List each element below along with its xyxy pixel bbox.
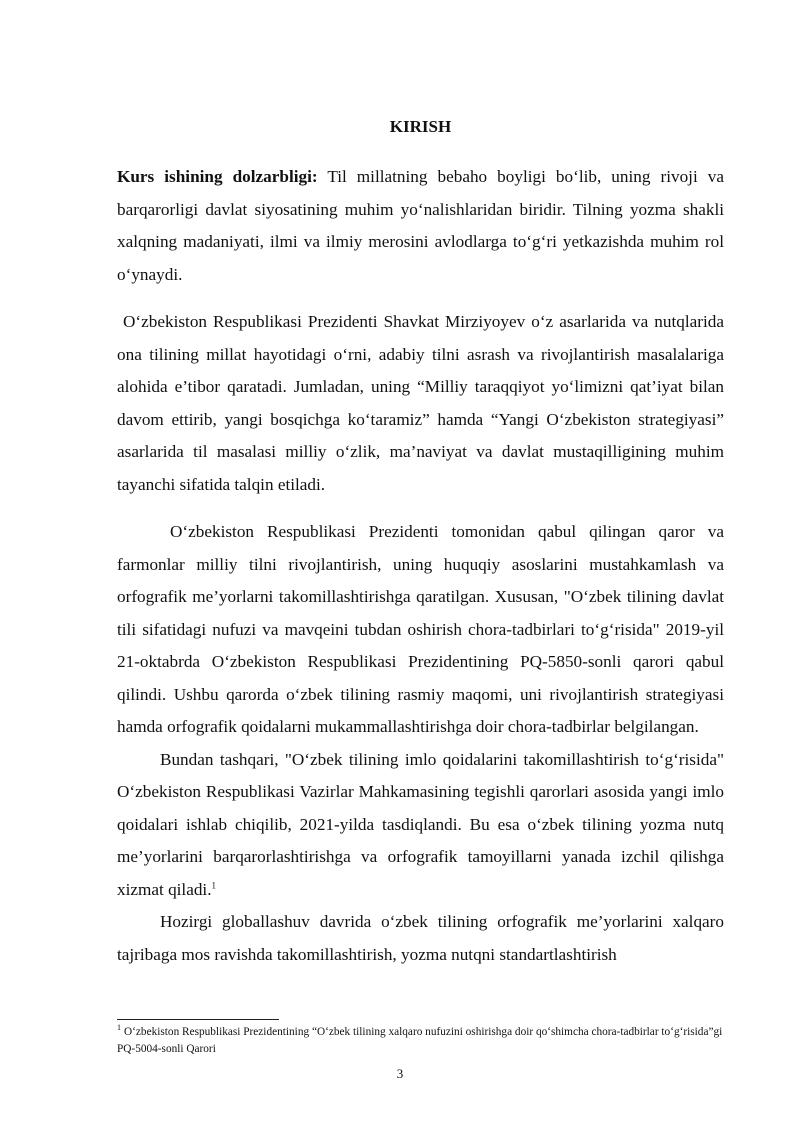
- paragraph-globalization: Hozirgi globallashuv davrida o‘zbek tilining orfografik me’yorlarini xalqaro tajribaga mos ravishda takomillashtirish, yozma nutqni standartlashtirish: [117, 912, 724, 964]
- paragraph-text: Til millatning bebaho boyligi bo‘lib, uning rivoji va barqarorligi davlat siyosatining muhim yo‘nalishlaridan biridir. Tilning yozma shakli xalqning madaniyati, ilmi va ilmiy merosini avlodlarga to‘g‘ri yetkazishda muhim rol o‘ynaydi.: [117, 167, 724, 284]
- footnote-text: O‘zbekiston Respublikasi Prezidentining “O‘zbek tilining xalqaro nufuzini oshirishga doir qo‘shimcha chora-tadbirlar to‘g‘risida”gi PQ-5004-sonli Qarori: [117, 1026, 723, 1055]
- footnote: [117, 1024, 724, 1058]
- paragraph-relevance: [117, 161, 724, 291]
- footnote-marker: 1: [117, 1023, 121, 1033]
- section-heading: KIRISH: [389, 117, 452, 136]
- page-number: 3: [396, 1066, 404, 1081]
- paragraph-president-works: O‘zbekiston Respublikasi Prezidenti Shavkat Mirziyoyev o‘z asarlarida va nutqlarida ona tilining millat hayotidagi o‘rni, adabiy tilni asrash va rivojlantirish masalalariga alohida e’tibor qaratadi. Jumladan, uning “Milliy taraqqiyot yo‘limizni qat’iyat bilan davom ettirib, yangi bosqichga ko‘taramiz” hamda “Yangi O‘zbekiston strategiyasi” asarlarida til masalasi milliy o‘zlik, ma’naviyat va davlat mustaqilligining muhim tayanchi sifatida talqin etiladi.: [117, 312, 724, 494]
- document-body: [117, 110, 724, 971]
- paragraph-text: Bundan tashqari, "O‘zbek tilining imlo qoidalarini takomillashtirish to‘g‘risida" O‘zbekiston Respublikasi Vazirlar Mahkamasining tegishli qarorlari asosida yangi imlo qoidalari ishlab chiqilib, 2021-yilda tasdiqlandi. Bu esa o‘zbek tilining yozma nutq me’yorlarini barqarorlashtirishga va orfografik tamoyillarni yanada izchil qilishga xizmat qiladi.: [117, 749, 724, 899]
- paragraph-lead: Kurs ishining dolzarbligi:: [117, 167, 318, 186]
- footnote-reference[interactable]: 1: [211, 879, 217, 890]
- footnote-divider: [117, 1019, 279, 1020]
- paragraph-decrees: O‘zbekiston Respublikasi Prezidenti tomonidan qabul qilingan qaror va farmonlar milliy tilni rivojlantirish, uning huquqiy asoslarini mustahkamlash va orfografik me’yorlarni takomillashtirishga qaratilgan. Xususan, "O‘zbek tilining davlat tili sifatidagi nufuzi va mavqeini tubdan oshirish chora-tadbirlari to‘g‘risida" 2019-yil 21-oktabrda O‘zbekiston Respublikasi Prezidentining PQ-5850-sonli qarori qabul qilindi. Ushbu qarorda o‘zbek tilining rasmiy maqomi, uni rivojlantirish strategiyasi hamda orfografik qoidalarni mukammallashtirishga doir chora-tadbirlar belgilangan.: [117, 522, 724, 736]
- paragraph-spelling-rules: [117, 744, 724, 907]
